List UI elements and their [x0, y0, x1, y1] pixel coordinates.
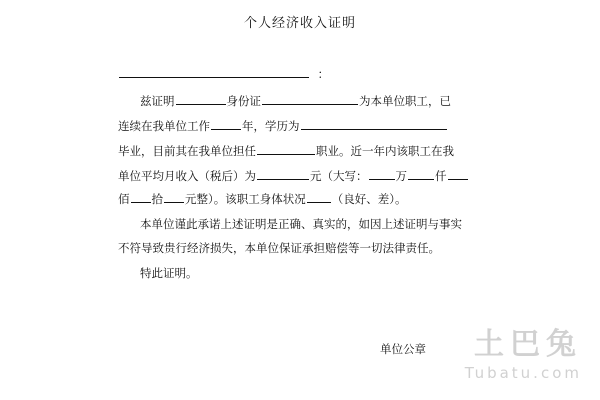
- qian-blank: [408, 168, 434, 180]
- cert-line-7: 本单位谨此承诺上述证明是正确、真实的，如因上述证明与事实: [140, 217, 462, 231]
- text-bai: 佰: [118, 192, 130, 206]
- watermark-text-cn: 土巴兔: [474, 327, 582, 362]
- cert-line-8: 不符导致贵行经济损失，本单位保证承担赔偿等一切法律责任。: [118, 241, 440, 255]
- addressee-line: [118, 66, 329, 81]
- text-occupation: 职业。近一年内该职工在我: [316, 144, 454, 158]
- id-number-blank: [262, 93, 358, 105]
- text-monthly-income: 单位平均月收入（税后）为: [118, 169, 256, 183]
- years-blank: [211, 118, 241, 130]
- shi-blank: [131, 191, 151, 203]
- cert-line-5: [118, 168, 469, 183]
- text-id-card: 身份证: [226, 94, 261, 108]
- bai-blank: [448, 168, 468, 180]
- watermark-text-en: Tubatu.com: [464, 364, 582, 382]
- cert-line-9: 特此证明。: [140, 266, 198, 280]
- education-blank: [301, 118, 447, 130]
- addressee-blank: [119, 66, 309, 78]
- cert-line-3: [118, 118, 448, 133]
- position-blank: [257, 143, 315, 155]
- name-blank: [176, 93, 226, 105]
- wan-blank: [369, 168, 395, 180]
- cert-line-4: [118, 143, 454, 158]
- text-zhengming: 兹证明: [140, 94, 175, 108]
- yuan-blank: [164, 191, 184, 203]
- text-health-options: （良好、差）。: [331, 192, 407, 206]
- text-wan: 万: [395, 169, 407, 183]
- text-worked: 连续在我单位工作: [118, 119, 210, 133]
- cert-line-2: [140, 93, 451, 108]
- text-employee: 为本单位职工，已: [359, 94, 451, 108]
- text-qian: 仟: [435, 169, 447, 183]
- document-title: 个人经济收入证明: [243, 16, 356, 31]
- text-graduated: 毕业，目前其在我单位担任: [118, 144, 256, 158]
- text-education: 年，学历为: [242, 119, 300, 133]
- health-blank: [307, 191, 331, 203]
- company-seal-label: 单位公章: [380, 342, 426, 356]
- text-shi: 拾: [151, 192, 163, 206]
- text-capital: 元（大写：: [310, 169, 368, 183]
- income-blank: [257, 168, 309, 180]
- addressee-colon: ：: [317, 67, 330, 81]
- text-health: 元整）。该职工身体状况: [185, 192, 306, 206]
- cert-line-6: [118, 191, 407, 206]
- tubatu-watermark: [432, 328, 582, 390]
